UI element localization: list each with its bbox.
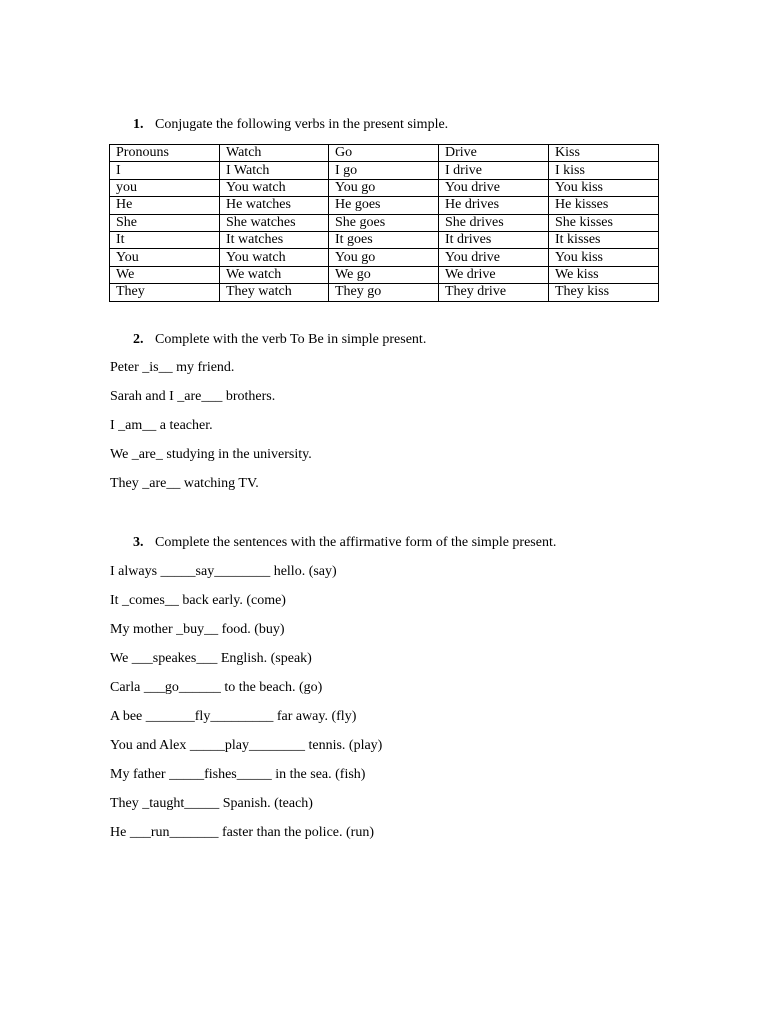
table-cell: She watches	[220, 214, 329, 231]
table-cell: We drive	[439, 266, 549, 283]
table-cell: I kiss	[549, 162, 659, 179]
section-instruction: Complete with the verb To Be in simple present.	[155, 332, 427, 347]
table-header-cell: Drive	[439, 145, 549, 162]
table-cell: It	[110, 231, 220, 248]
sentence-line: We _are_ studying in the university.	[110, 447, 312, 462]
table-cell: It goes	[329, 231, 439, 248]
table-header-row	[110, 145, 659, 162]
table-cell: He drives	[439, 197, 549, 214]
table-cell: You go	[329, 249, 439, 266]
sentence-line: My mother _buy__ food. (buy)	[110, 622, 285, 637]
table-row	[110, 162, 659, 179]
table-row	[110, 284, 659, 301]
table-row	[110, 214, 659, 231]
table-cell: She	[110, 214, 220, 231]
sentence-line: They _are__ watching TV.	[110, 476, 259, 491]
table-cell: He	[110, 197, 220, 214]
table-header-cell: Watch	[220, 145, 329, 162]
table-cell: They	[110, 284, 220, 301]
table-row	[110, 179, 659, 196]
table-cell: I	[110, 162, 220, 179]
table-cell: He watches	[220, 197, 329, 214]
table-cell: They go	[329, 284, 439, 301]
table-cell: you	[110, 179, 220, 196]
table-cell: We kiss	[549, 266, 659, 283]
conjugation-table-body	[110, 145, 659, 302]
conjugation-table	[109, 144, 659, 302]
section-instruction: Complete the sentences with the affirmative form of the simple present.	[155, 535, 557, 550]
table-cell: I drive	[439, 162, 549, 179]
table-cell: He kisses	[549, 197, 659, 214]
table-cell: He goes	[329, 197, 439, 214]
sentence-line: I _am__ a teacher.	[110, 418, 213, 433]
sentence-line: Sarah and I _are___ brothers.	[110, 389, 276, 404]
table-cell: You drive	[439, 249, 549, 266]
section-number: 3.	[133, 535, 144, 550]
table-cell: She goes	[329, 214, 439, 231]
table-row	[110, 197, 659, 214]
section-1-heading	[133, 118, 448, 132]
table-cell: You	[110, 249, 220, 266]
sentence-line: My father _____fishes_____ in the sea. (fish)	[110, 767, 366, 782]
table-row	[110, 266, 659, 283]
table-cell: It drives	[439, 231, 549, 248]
sentence-line: I always _____say________ hello. (say)	[110, 564, 337, 579]
table-cell: They drive	[439, 284, 549, 301]
table-cell: It kisses	[549, 231, 659, 248]
table-cell: We watch	[220, 266, 329, 283]
sentence-line: Carla ___go______ to the beach. (go)	[110, 680, 323, 695]
table-cell: We	[110, 266, 220, 283]
table-cell: They watch	[220, 284, 329, 301]
sentence-line: Peter _is__ my friend.	[110, 360, 235, 375]
table-header-cell: Go	[329, 145, 439, 162]
table-cell: You kiss	[549, 249, 659, 266]
table-cell: She kisses	[549, 214, 659, 231]
table-cell: It watches	[220, 231, 329, 248]
sentence-line: He ___run_______ faster than the police. (run)	[110, 825, 374, 840]
table-cell: You go	[329, 179, 439, 196]
sentence-line: They _taught_____ Spanish. (teach)	[110, 796, 313, 811]
table-cell: She drives	[439, 214, 549, 231]
section-instruction: Conjugate the following verbs in the present simple.	[155, 117, 449, 132]
table-cell: You drive	[439, 179, 549, 196]
section-number: 2.	[133, 332, 144, 347]
table-cell: You watch	[220, 249, 329, 266]
sentence-line: We ___speakes___ English. (speak)	[110, 651, 312, 666]
table-cell: You kiss	[549, 179, 659, 196]
table-header-cell: Kiss	[549, 145, 659, 162]
table-header-cell: Pronouns	[110, 145, 220, 162]
section-3-heading	[133, 536, 556, 550]
table-cell: You watch	[220, 179, 329, 196]
section-number: 1.	[133, 117, 144, 132]
section-2-heading	[133, 333, 426, 347]
table-cell: We go	[329, 266, 439, 283]
table-cell: They kiss	[549, 284, 659, 301]
sentence-line: A bee _______fly_________ far away. (fly)	[110, 709, 357, 724]
table-cell: I Watch	[220, 162, 329, 179]
table-row	[110, 249, 659, 266]
table-cell: I go	[329, 162, 439, 179]
table-row	[110, 231, 659, 248]
sentence-line: It _comes__ back early. (come)	[110, 593, 286, 608]
sentence-line: You and Alex _____play________ tennis. (play)	[110, 738, 383, 753]
